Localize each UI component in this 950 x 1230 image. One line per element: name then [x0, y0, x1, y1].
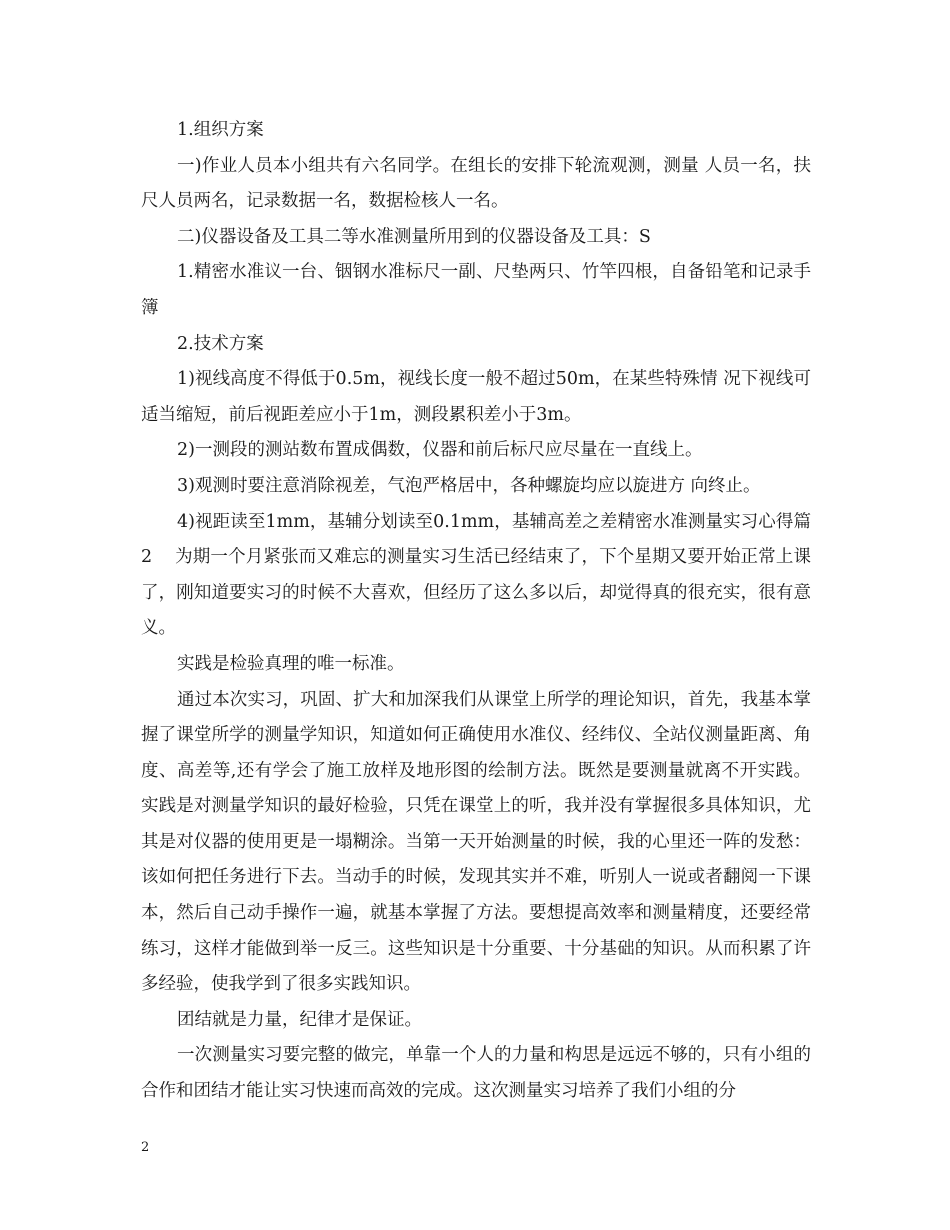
paragraph-heading-organization: 1.组织方案 — [177, 120, 264, 140]
paragraph-teamwork: 一次测量实习要完整的做完，单靠一个人的力量和构思是远远不够的，只有小组的合作和团结才能让实习快速而高效的完成。这次测量实习培养了我们小组的分 — [141, 1045, 811, 1102]
paragraph-rule-2: 2)一测段的测站数布置成偶数，仪器和前后标尺应尽量在一直线上。 — [177, 440, 703, 461]
paragraph-practice-truth: 实践是检验真理的唯一标准。 — [177, 653, 405, 674]
paragraph-equipment-heading: 二)仪器设备及工具二等水准测量所用到的仪器设备及工具：S — [177, 226, 651, 247]
paragraph-equipment-list: 1.精密水准议一台、铟钢水准标尺一副、尺垫两只、竹竿四根，自备铅笔和记录手簿 — [141, 262, 811, 318]
paragraph-rule-4: 4)视距读至1mm，基辅分划读至0.1mm，基辅高差之差精密水准测量实习心得篇2 为期一个月紧张而又难忘的测量实习生活已经结束了，下个星期又要开始正常上课了，刚知道要实习的时候不大喜欢，但经历了这么多以后，却觉得真的很充实，很有意义。 — [141, 511, 811, 639]
document-body — [141, 113, 811, 1110]
paragraph-rule-3: 3)观测时要注意消除视差，气泡严格居中，各种螺旋均应以旋进方 向终止。 — [177, 475, 761, 496]
paragraph-heading-technical: 2.技术方案 — [177, 333, 264, 354]
paragraph-rule-1: 1)视线高度不得低于0.5m，视线长度一般不超过50m，在某些特殊情 况下视线可适当缩短，前后视距差应小于1m，测段累积差小于3m。 — [141, 369, 811, 425]
paragraph-internship-summary: 通过本次实习，巩固、扩大和加深我们从课堂上所学的理论知识，首先，我基本掌握了课堂所学的测量学知识，知道如何正确使用水准仪、经纬仪、全站仪测量距离、角度、高差等,还有学会了施工放样及地形图的绘制方法。既然是要测量就离不开实践。实践是对测量学知识的最好检验，只凭在课堂上的听，我并没有掌握很多具体知识，尤其是对仪器的使用更是一塌糊涂。当第一天开始测量的时候，我的心里还一阵的发愁：该如何把任务进行下去。当动手的时候，发现其实并不难，听别人一说或者翻阅一下课本，然后自己动手操作一遍，就基本掌握了方法。要想提高效率和测量精度，还要经常练习，这样才能做到举一反三。这些知识是十分重要、十分基础的知识。从而积累了许多经验，使我学到了很多实践知识。 — [141, 689, 811, 995]
page-number: 2 — [141, 1140, 150, 1155]
paragraph-personnel: 一)作业人员本小组共有六名同学。在组长的安排下轮流观测，测量 人员一名，扶尺人员两名，记录数据一名，数据检核人一名。 — [141, 155, 811, 212]
paragraph-unity: 团结就是力量，纪律才是保证。 — [177, 1009, 422, 1030]
